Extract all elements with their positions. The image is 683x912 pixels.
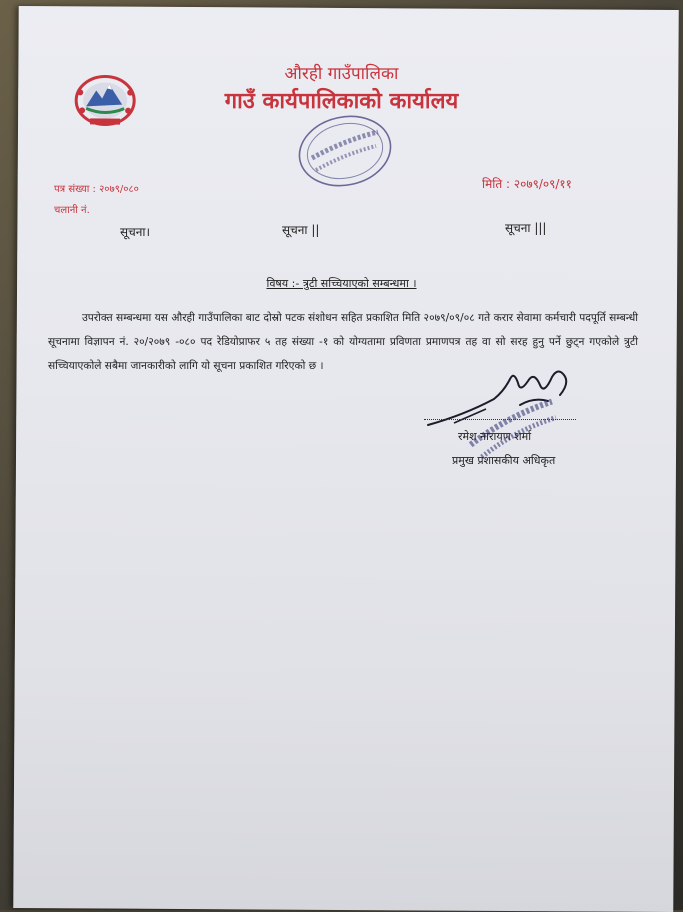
letter-date: मिति : २०७९/०९/११ (482, 177, 572, 191)
notice-label-3: सूचना ||| (505, 221, 547, 235)
office-stamp-icon (290, 110, 400, 192)
notice-label-2: सूचना || (282, 223, 320, 237)
notice-label-1: सूचना। (120, 225, 151, 239)
dispatch-number-label: चलानी नं. (54, 205, 90, 216)
office-title: गाउँ कार्यपालिकाको कार्यालय (224, 89, 459, 114)
signatory-title: प्रमुख प्रशासकीय अधिकृत (452, 454, 556, 467)
subject-line: विषय :- त्रुटी सच्चियाएको सम्बन्धमा । (266, 277, 417, 290)
signatory-name: रमेश नारायण शर्मा (458, 430, 532, 443)
reference-number: पत्र संख्या : २०७९/०८० (54, 184, 139, 195)
municipality-name: औरही गाउँपालिका (284, 64, 399, 84)
body-paragraph: उपरोक्त सम्बन्धमा यस औरही गाउँपालिका बाट दोस्रो पटक संशोधन सहित प्रकाशित मिति २०७९/०९/०८ गते करार सेवामा कर्मचारी पदपूर्ति सम्बन्धी सूचनामा विज्ञापन नं. २०/२०७९ -०८० पद रेडियोप्राफर ५ तह संख्या -१ को योग्यतामा प्रविणता प्रमाणपत्र तह वा सो सरह हुनु पर्ने छुट्न गएकोले त्रुटी सच्चियाएकोले सबैमा जानकारीको लागि यो सूचना प्रकाशित गरिएको छ । (48, 312, 638, 372)
